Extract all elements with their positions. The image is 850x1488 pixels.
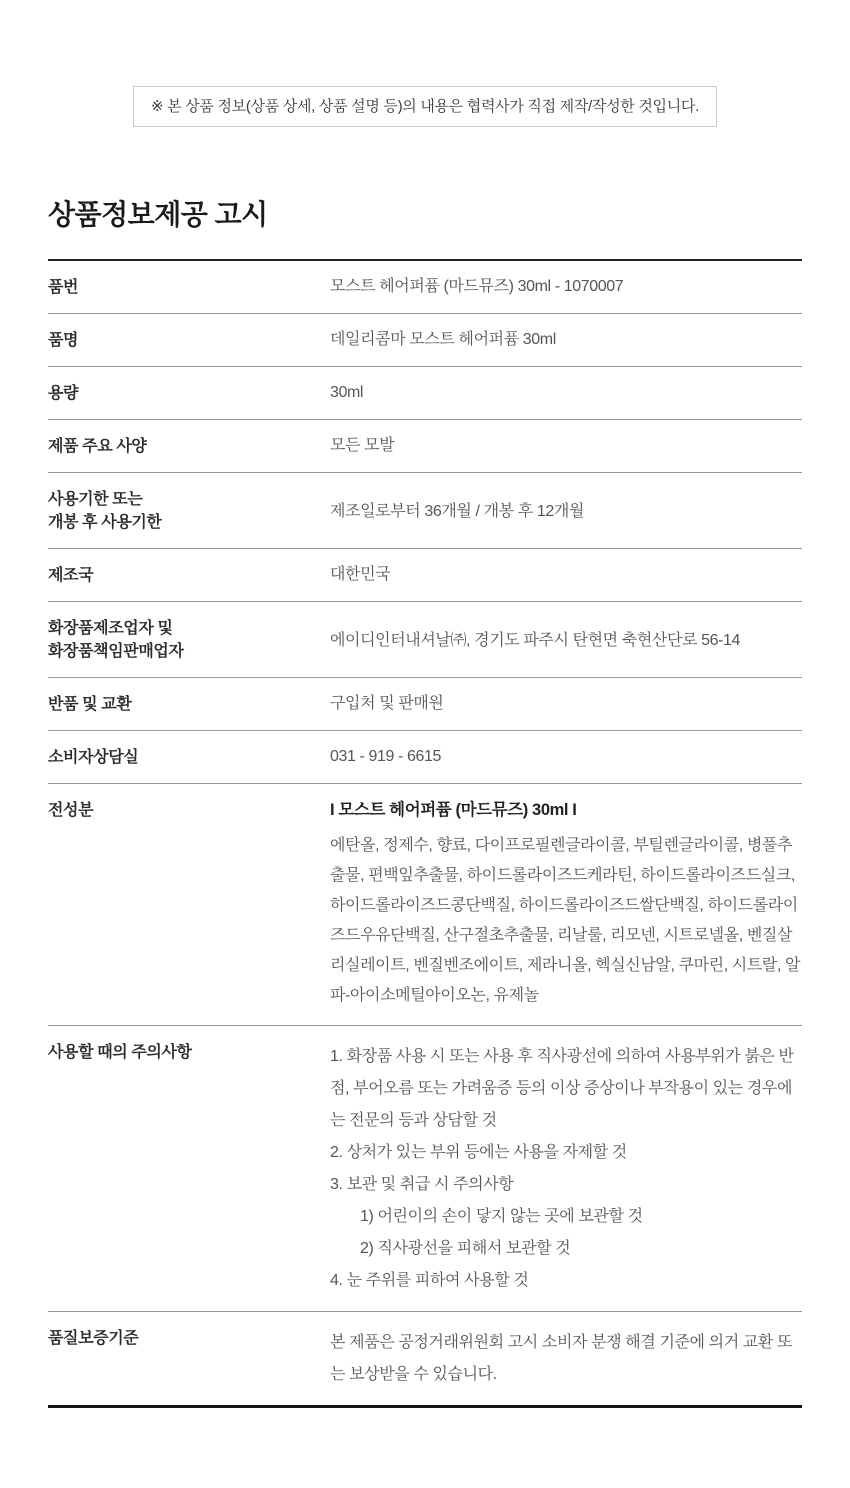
row-value: 에이디인터내셔날㈜, 경기도 파주시 탄현면 축현산단로 56-14 [330, 631, 741, 649]
spec-row-ingredients [48, 784, 802, 1026]
row-label: 품번 [48, 279, 79, 296]
row-label: 제품 주요 사양 [48, 438, 147, 455]
ingredients-heading: I 모스트 헤어퍼퓸 (마드뮤즈) 30ml I [330, 801, 577, 819]
spec-row-cautions [48, 1026, 802, 1312]
row-label: 용량 [48, 385, 79, 402]
row-label: 품질보증기준 [48, 1330, 139, 1347]
row-label: 사용할 때의 주의사항 [48, 1044, 192, 1061]
caution-item: 4. 눈 주위를 피하여 사용할 것 [330, 1272, 529, 1289]
row-label-line1: 사용기한 또는 [48, 491, 143, 508]
row-value: 모스트 헤어퍼퓸 (마드뮤즈) 30ml - 1070007 [330, 278, 624, 295]
spec-table [48, 259, 802, 1408]
caution-item: 2. 상처가 있는 부위 등에는 사용을 자제할 것 [330, 1144, 627, 1161]
notice-box [133, 86, 717, 127]
caution-item: 3. 보관 및 취급 시 주의사항 [330, 1176, 514, 1193]
row-value: 대한민국 [330, 566, 391, 583]
spec-row-returns [48, 678, 802, 731]
spec-row-expiry [48, 473, 802, 549]
row-label [48, 617, 330, 663]
spec-row-customer-service [48, 731, 802, 784]
row-value: 본 제품은 공정거래위원회 고시 소비자 분쟁 해결 기준에 의거 교환 또는 보상받을 수 있습니다. [330, 1334, 793, 1383]
row-value [330, 799, 802, 1011]
row-value: 모든 모발 [330, 437, 395, 454]
spec-row-quality-guarantee [48, 1312, 802, 1408]
row-value: 30ml [330, 384, 364, 401]
page-title: 상품정보제공 고시 [48, 199, 268, 230]
row-label: 전성분 [48, 802, 94, 819]
row-label-line2: 화장품책임판매업자 [48, 643, 184, 660]
caution-item: 1. 화장품 사용 시 또는 사용 후 직사광선에 의하여 사용부위가 붉은 반점, 부어오름 또는 가려움증 등의 이상 증상이나 부작용이 있는 경우에는 전문의 등과 상담할 것 [330, 1048, 794, 1129]
row-value: 제조일로부터 36개월 / 개봉 후 12개월 [330, 502, 584, 520]
row-value: 구입처 및 판매원 [330, 695, 444, 712]
spec-row-item-number [48, 261, 802, 314]
spec-row-product-name [48, 314, 802, 367]
spec-row-country [48, 549, 802, 602]
row-value [330, 1041, 802, 1297]
spec-row-manufacturer [48, 602, 802, 678]
row-label: 제조국 [48, 567, 94, 584]
caution-subitem: 2) 직사광선을 피해서 보관할 것 [360, 1240, 571, 1257]
row-label [48, 488, 330, 534]
row-label: 반품 및 교환 [48, 696, 132, 713]
caution-subitem: 1) 어린이의 손이 닿지 않는 곳에 보관할 것 [360, 1208, 643, 1225]
spec-row-volume [48, 367, 802, 420]
row-value: 031 - 919 - 6615 [330, 748, 442, 765]
row-label-line1: 화장품제조업자 및 [48, 620, 173, 637]
notice-text: ※ 본 상품 정보(상품 상세, 상품 설명 등)의 내용은 협력사가 직접 제작/작성한 것입니다. [151, 98, 699, 115]
row-label: 소비자상담실 [48, 749, 139, 766]
row-value: 데일리콤마 모스트 헤어퍼퓸 30ml [330, 331, 556, 348]
ingredients-text: 에탄올, 정제수, 향료, 다이프로필렌글라이콜, 부틸렌글라이콜, 병풀추출물, 편백잎추출물, 하이드롤라이즈드케라틴, 하이드롤라이즈드실크, 하이드롤라이즈드콩단백질, 하이드롤라이즈드쌀단백질, 하이드롤라이즈드우유단백질, 산구절초추출물, 리날룰, 리모넨, 시트로넬올, 벤질살리실레이트, 벤질벤조에이트, 제라니올, 헥실신남알, 쿠마린, 시트랄, 알파-아이소메틸아이오논, 유제놀 [330, 837, 801, 1004]
spec-row-main-spec [48, 420, 802, 473]
row-label-line2: 개봉 후 사용기한 [48, 514, 162, 531]
row-label: 품명 [48, 332, 79, 349]
